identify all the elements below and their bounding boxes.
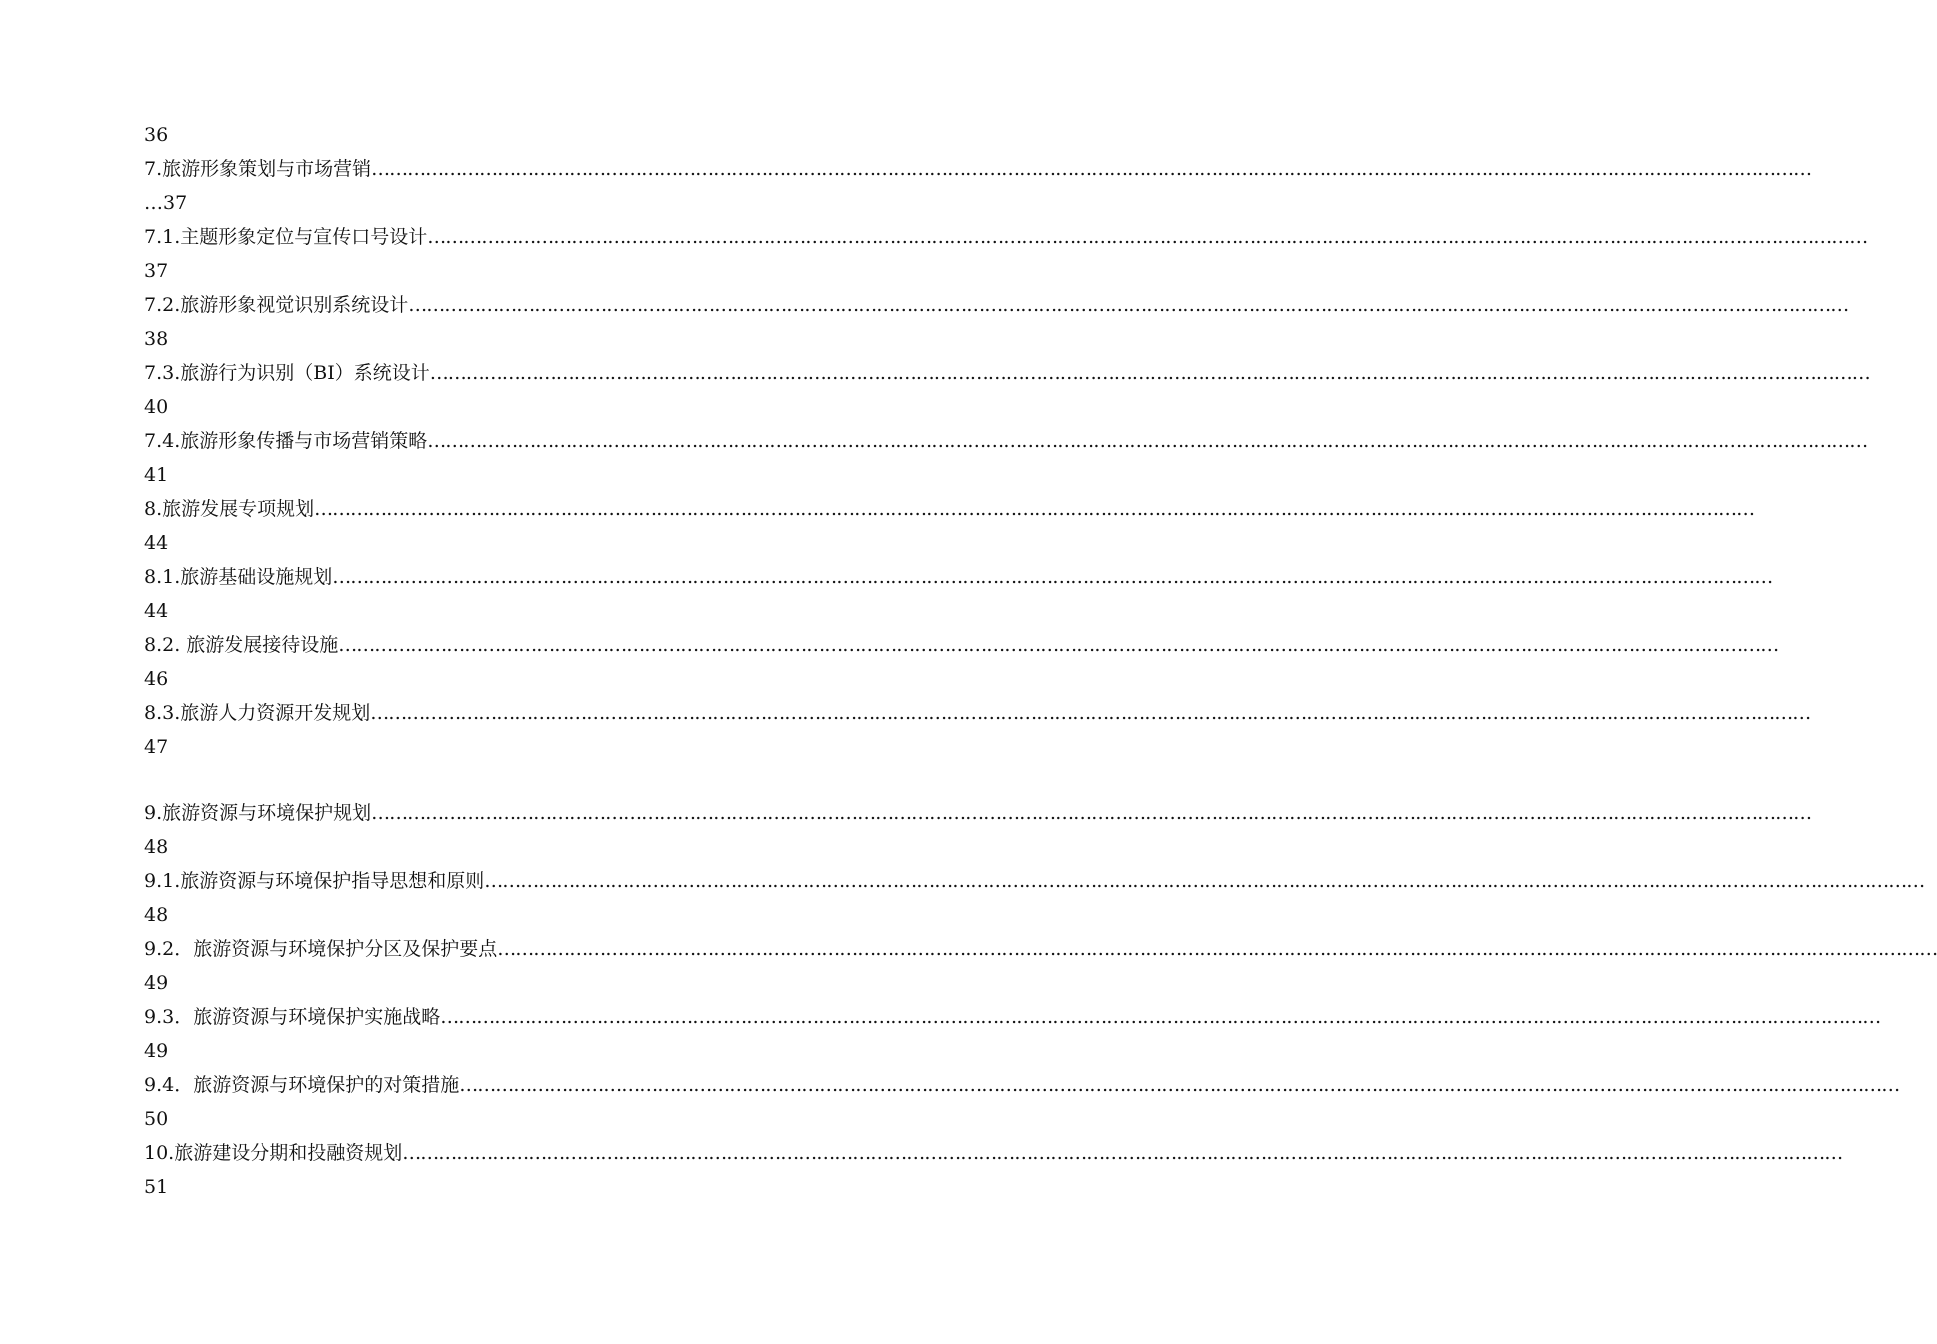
dot-leader: ……………………………………………………………………………………………………………………………………………………………………………………………………………………	[440, 1006, 1881, 1028]
section-spacer	[144, 764, 808, 796]
toc-page-number: 46	[144, 668, 169, 690]
dot-leader: ……………………………………………………………………………………………………………………………………………………………………………………………………………………	[402, 1142, 1843, 1164]
toc-entry[interactable]	[144, 696, 1811, 730]
toc-entry-title: 9.1.旅游资源与环境保护指导思想和原则	[144, 870, 485, 892]
toc-entry[interactable]	[144, 288, 1849, 322]
toc-entry[interactable]	[144, 864, 1925, 898]
toc-entry[interactable]	[144, 424, 1868, 458]
dot-leader: ……………………………………………………………………………………………………………………………………………………………………………………………………………………	[332, 566, 1773, 588]
toc-page-number: 41	[144, 464, 169, 486]
toc-page-number: 50	[144, 1108, 169, 1130]
toc-entry[interactable]	[144, 356, 1870, 390]
toc-page-number: 38	[144, 328, 169, 350]
toc-entry-title: 8.1.旅游基础设施规划	[144, 566, 333, 588]
dot-leader: ……………………………………………………………………………………………………………………………………………………………………………………………………………………	[459, 1074, 1900, 1096]
dot-leader: ……………………………………………………………………………………………………………………………………………………………………………………………………………………	[370, 702, 1811, 724]
toc-page-number: 44	[144, 532, 169, 554]
toc-entry[interactable]	[144, 492, 1755, 526]
dot-leader: ……………………………………………………………………………………………………………………………………………………………………………………………………………………	[338, 634, 1779, 656]
toc-entry[interactable]	[144, 628, 1779, 662]
toc-entry[interactable]	[144, 1136, 1843, 1170]
toc-entry-title: 9.2．旅游资源与环境保护分区及保护要点	[144, 938, 498, 960]
toc-page-number: 49	[144, 1040, 169, 1062]
toc-entry-title: 10.旅游建设分期和投融资规划	[144, 1142, 403, 1164]
toc-entry-title: 9.旅游资源与环境保护规划	[144, 802, 372, 824]
toc-entry-title: 8.3.旅游人力资源开发规划	[144, 702, 371, 724]
toc-page-number: 51	[144, 1176, 169, 1198]
toc-entry-title: 7.2.旅游形象视觉识别系统设计	[144, 294, 409, 316]
toc-entry-title: 8.2. 旅游发展接待设施	[144, 634, 339, 656]
toc-entry-title: 8.旅游发展专项规划	[144, 498, 315, 520]
toc-entry-title: 9.3．旅游资源与环境保护实施战略	[144, 1006, 441, 1028]
dot-leader: ……………………………………………………………………………………………………………………………………………………………………………………………………………………	[497, 938, 1937, 960]
dot-leader: ……………………………………………………………………………………………………………………………………………………………………………………………………………………	[371, 158, 1812, 180]
toc-entry[interactable]	[144, 152, 1812, 186]
table-of-contents	[144, 118, 1937, 1204]
toc-entry-title: 7.1.主题形象定位与宣传口号设计	[144, 226, 428, 248]
toc-entry[interactable]	[144, 1000, 1881, 1034]
dot-leader: ……………………………………………………………………………………………………………………………………………………………………………………………………………………	[484, 870, 1925, 892]
toc-entry-title: 7.3.旅游行为识别（BI）系统设计	[144, 362, 430, 384]
toc-entry-title: 9.4．旅游资源与环境保护的对策措施	[144, 1074, 460, 1096]
toc-entry[interactable]	[144, 220, 1868, 254]
toc-page-number: 37	[144, 260, 169, 282]
dot-leader: ……………………………………………………………………………………………………………………………………………………………………………………………………………………	[314, 498, 1755, 520]
toc-page-number: …37	[144, 192, 188, 214]
toc-page-number: 49	[144, 972, 169, 994]
toc-entry[interactable]	[144, 560, 1773, 594]
toc-page-number: 40	[144, 396, 169, 418]
toc-entry-title: 7.4.旅游形象传播与市场营销策略	[144, 430, 428, 452]
toc-page-number: 48	[144, 904, 169, 926]
toc-entry[interactable]	[144, 932, 1937, 966]
toc-entry[interactable]	[144, 1068, 1900, 1102]
toc-page-number: 36	[144, 124, 169, 146]
toc-entry-title: 7.旅游形象策划与市场营销	[144, 158, 372, 180]
dot-leader: ……………………………………………………………………………………………………………………………………………………………………………………………………………………	[408, 294, 1849, 316]
dot-leader: ……………………………………………………………………………………………………………………………………………………………………………………………………………………	[427, 226, 1868, 248]
toc-entry[interactable]	[144, 796, 1812, 830]
dot-leader: ……………………………………………………………………………………………………………………………………………………………………………………………………………………	[427, 430, 1868, 452]
toc-page-number: 48	[144, 836, 169, 858]
dot-leader: ……………………………………………………………………………………………………………………………………………………………………………………………………………………	[429, 362, 1870, 384]
dot-leader: ……………………………………………………………………………………………………………………………………………………………………………………………………………………	[371, 802, 1812, 824]
toc-page-number: 44	[144, 600, 169, 622]
toc-page-number: 47	[144, 736, 169, 758]
